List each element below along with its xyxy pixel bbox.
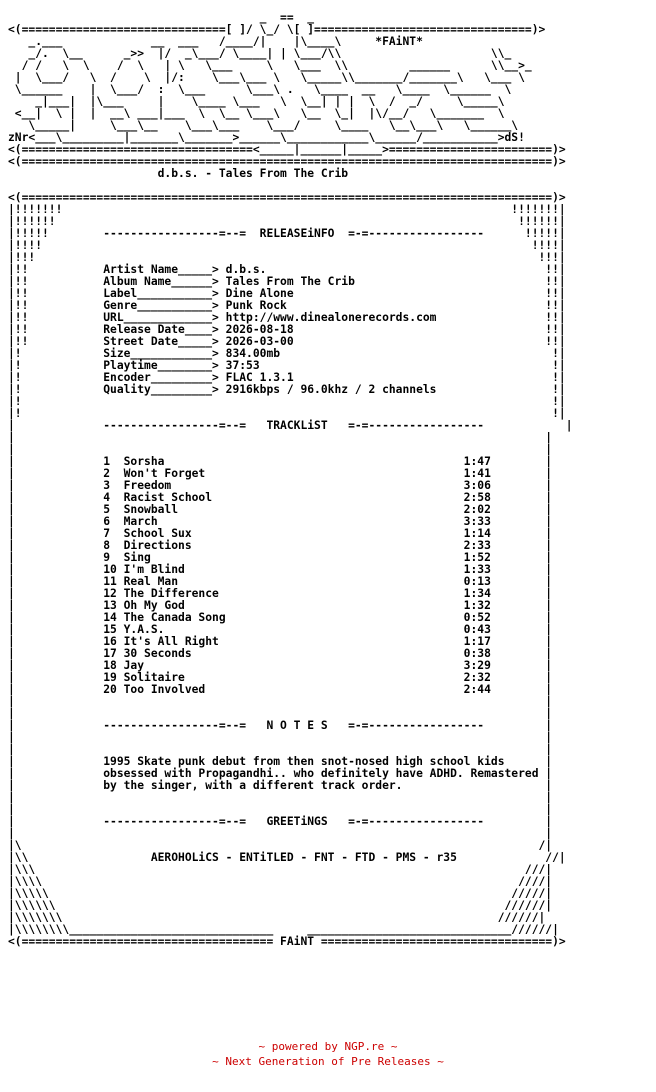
footer-tagline: ~ Next Generation of Pre Releases ~ [212,1055,444,1068]
nfo-body: <(==============================================================================)> |!!!!!!! !!!!!!!| |!!!!!! !!!!!!| |!!!!! -----------------=--= RELEASEiNFO =-=----------------- !!!!!| |!!!! !!!!| |!!! !!!| |!! Artist Name_____> d.b.s. !!| |!! Album Name______> Tales From The Crib !!| |!! Label___________> Dine Alone !!| |!! Genre___________> Punk Rock !!| |!! URL_____________> http://www.dinealonerecords.com !!| |!! Release Date____> 2026-08-18 !!| |!! Street Date_____> 2026-03-00 !!| |! Size____________> 834.00mb !| |! Playtime________> 37:53 !| |! Encoder_________> FLAC 1.3.1 !| |! Quality_________> 2916kbps / 96.0khz / 2 channels !| |! !| |! !| | -----------------=--= TRACKLiST =-=----------------- | | | | | | 1 Sorsha 1:47 | | 2 Won't Forget 1:41 | | 3 Freedom 3:06 | | 4 Racist School 2:58 | | 5 Snowball 2:02 | | 6 March 3:33 | | 7 School Sux 1:14 | | 8 Directions 2:33 | | 9 Sing 1:52 | | 10 I'm Blind 1:33 | | 11 Real Man 0:13 | | 12 The Difference 1:34 | | 13 Oh My God 1:32 | | 14 The Canada Song 0:52 | | 15 Y.A.S. 0:43 | | 16 It's All Right 1:17 | | 17 30 Seconds 0:38 | | 18 Jay 3:29 | | 19 Solitaire 2:32 | | 20 Too Involved 2:44 | | | | | | -----------------=--= N O T E S =-=----------------- | | | | | | 1995 Skate punk debut from then snot-nosed high school kids | | obsessed with Propagandhi.. who definitely have ADHD. Remastered | | by the singer, with a different track order. | | | | | | -----------------=--= GREETiNGS =-=----------------- | | | |\ /| |\\ AEROHOLiCS - ENTiTLED - FNT - FTD - PMS - r35 //| |\\\ ///| |\\\\ ////| |\\\\\ /////| |\\\\\\ //////| |\\\\\\\ //////| |\\\\\\\\______________________________ ______________________________//////| <(===================================== FAiNT ==================================)> [8,191,573,948]
release-title: d.b.s. - Tales From The Crib [8,167,349,180]
nfo-document [8,12,573,948]
powered-by-link[interactable]: ~ powered by NGP.re ~ [258,1040,398,1053]
faint-ascii-logo: _ == _ <(==============================[ ]/ \_/ \[ ]================================)> _.___ __ ___ /____/| |\____\ *FAiNT* _/. \__ _>> |/ _\___/ \____| | \___/\\ \\_ / / \ \ / \ | \ \___ \ \___ \\ ______ \\__>_ | \___/ \ / \ |/: \___\___ \ \_____\\_______/_______\ \___ \ \______ | \___/ : \___ \___\ . \____ __ \____ \______ \ _|___| |\___ | \____ \___ \ \__| | | \ / _/ \_____\ <__| \ | | __\ ___|___ \ \__ \___\ \__ \_| |\/__/ \_______ \ \_____| \___\__ \___\___ \___/ \____ \__\___\ \______\ zNr<___\_________|_______\_______>______\____________\______/___________>dS! <(==================================<_____|______|_____>========================)> <(==============================================================================)> [8,11,566,168]
